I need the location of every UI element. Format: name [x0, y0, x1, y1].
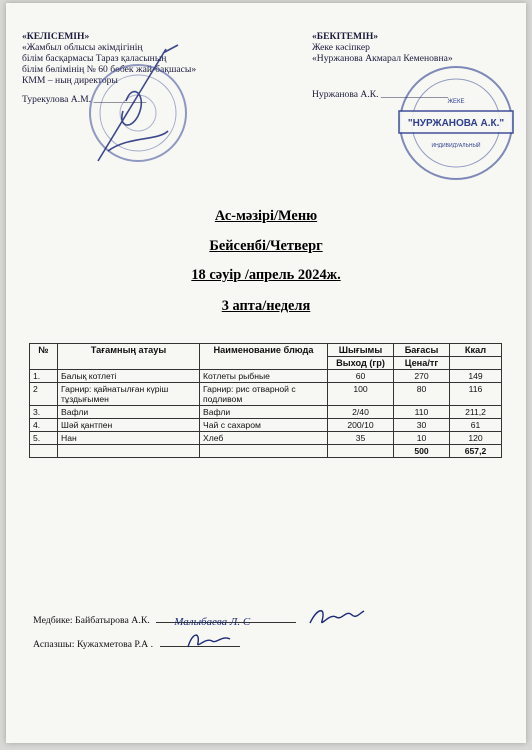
row-number: 4.: [30, 419, 58, 432]
row-dish-ru: Котлеты рыбные: [200, 370, 328, 383]
nurse-label: Медбике: Байбатырова А.К.: [33, 615, 150, 626]
row-price: 80: [394, 383, 450, 406]
row-dish-ru: Хлеб: [200, 432, 328, 445]
header-price: Бағасы: [394, 344, 450, 357]
header-yield-ru: Выход (гр): [328, 357, 394, 370]
row-dish-kz: Гарнир: қайнатылған күріш тұздығымен: [58, 383, 200, 406]
table-row: [30, 406, 502, 419]
approval-right-signer: Нуржанова А.К.: [312, 89, 379, 100]
row-dish-kz: Шәй қантпен: [58, 419, 200, 432]
header-kcal: Ккал: [450, 344, 502, 357]
row-dish-kz: Нан: [58, 432, 200, 445]
svg-text:ЖЕКЕ: ЖЕКЕ: [447, 99, 465, 105]
approval-left-line3: білім бөлімінің № 60 бөбек жай-бақшасы»: [22, 64, 197, 75]
title-day: Бейсенбі/Четверг: [209, 238, 323, 254]
approval-left-signer: Турекулова А.М.: [22, 94, 92, 105]
row-yield: 2/40: [328, 406, 394, 419]
row-dish-kz: Вафли: [58, 406, 200, 419]
title-date: 18 сәуір /апрель 2024ж.: [191, 267, 341, 283]
row-price: 30: [394, 419, 450, 432]
approval-left-heading: «КЕЛІСЕМІН»: [22, 31, 90, 42]
cook-signature: [184, 629, 234, 651]
approval-right-line1: Жеке кәсіпкер: [312, 42, 370, 53]
header-dish-ru: Наименование блюда: [200, 344, 328, 370]
row-dish-ru: Вафли: [200, 406, 328, 419]
menu-table: [29, 343, 502, 458]
table-header-row: [30, 344, 502, 357]
row-yield: 60: [328, 370, 394, 383]
header-price-ru: Цена/тг: [394, 357, 450, 370]
row-price: 10: [394, 432, 450, 445]
title-week: 3 апта/неделя: [221, 298, 311, 314]
row-number: 3.: [30, 406, 58, 419]
row-number: 1.: [30, 370, 58, 383]
right-stamp-seal: [391, 63, 521, 183]
nurse-handwriting: Малыбаева Л. С: [174, 616, 251, 628]
approval-right: «БЕКІТЕМІН» Жеке кәсіпкер «Нуржанова Акмарал Кеменовна» Нуржанова А.К. ______________: [312, 31, 522, 100]
row-kcal: 116: [450, 383, 502, 406]
table-row: [30, 432, 502, 445]
row-kcal: 211,2: [450, 406, 502, 419]
table-row: [30, 383, 502, 406]
title-menu: Ас-мәзірі/Меню: [214, 208, 318, 224]
header-number: №: [30, 344, 58, 370]
nurse-signature: [306, 603, 366, 631]
approval-left-line2: білім басқармасы Тараз қаласының: [22, 53, 167, 64]
approval-right-heading: «БЕКІТЕМІН»: [312, 31, 379, 42]
table-row: [30, 370, 502, 383]
row-yield: 200/10: [328, 419, 394, 432]
row-kcal: 61: [450, 419, 502, 432]
document-page: [6, 3, 526, 743]
left-stamp-seal: [68, 41, 198, 171]
approval-right-line2: «Нуржанова Акмарал Кеменовна»: [312, 53, 453, 64]
total-price: 500: [394, 445, 450, 458]
table-total-row: [30, 445, 502, 458]
cook-label: Аспазшы: Кужахметова Р.А .: [33, 639, 154, 650]
row-kcal: 149: [450, 370, 502, 383]
header-yield: Шығымы: [328, 344, 394, 357]
row-price: 110: [394, 406, 450, 419]
nurse-line: [33, 615, 296, 626]
svg-text:"НУРЖАНОВА А.К.": "НУРЖАНОВА А.К.": [407, 118, 505, 129]
svg-text:ИНДИВИДУАЛЬНЫЙ: ИНДИВИДУАЛЬНЫЙ: [431, 143, 481, 149]
approval-left-line4: КММ – ның директоры: [22, 75, 118, 86]
row-dish-ru: Чай с сахаром: [200, 419, 328, 432]
row-number: 5.: [30, 432, 58, 445]
table-row: [30, 419, 502, 432]
row-kcal: 120: [450, 432, 502, 445]
header-dish-kz: Тағамның атауы: [58, 344, 200, 370]
approval-left: «КЕЛІСЕМІН» «Жамбыл облысы әкімдігінің білім басқармасы Тараз қаласының білім бөлімінің № 60 бөбек жай-бақшасы» КММ – ның директоры Турекулова А.М. ___________: [22, 31, 222, 105]
row-yield: 35: [328, 432, 394, 445]
row-dish-ru: Гарнир: рис отварной с подливом: [200, 383, 328, 406]
header-kcal-empty: [450, 357, 502, 370]
row-number: 2: [30, 383, 58, 406]
total-kcal: 657,2: [450, 445, 502, 458]
approval-left-line1: «Жамбыл облысы әкімдігінің: [22, 42, 143, 53]
row-price: 270: [394, 370, 450, 383]
row-yield: 100: [328, 383, 394, 406]
row-dish-kz: Балық котлеті: [58, 370, 200, 383]
